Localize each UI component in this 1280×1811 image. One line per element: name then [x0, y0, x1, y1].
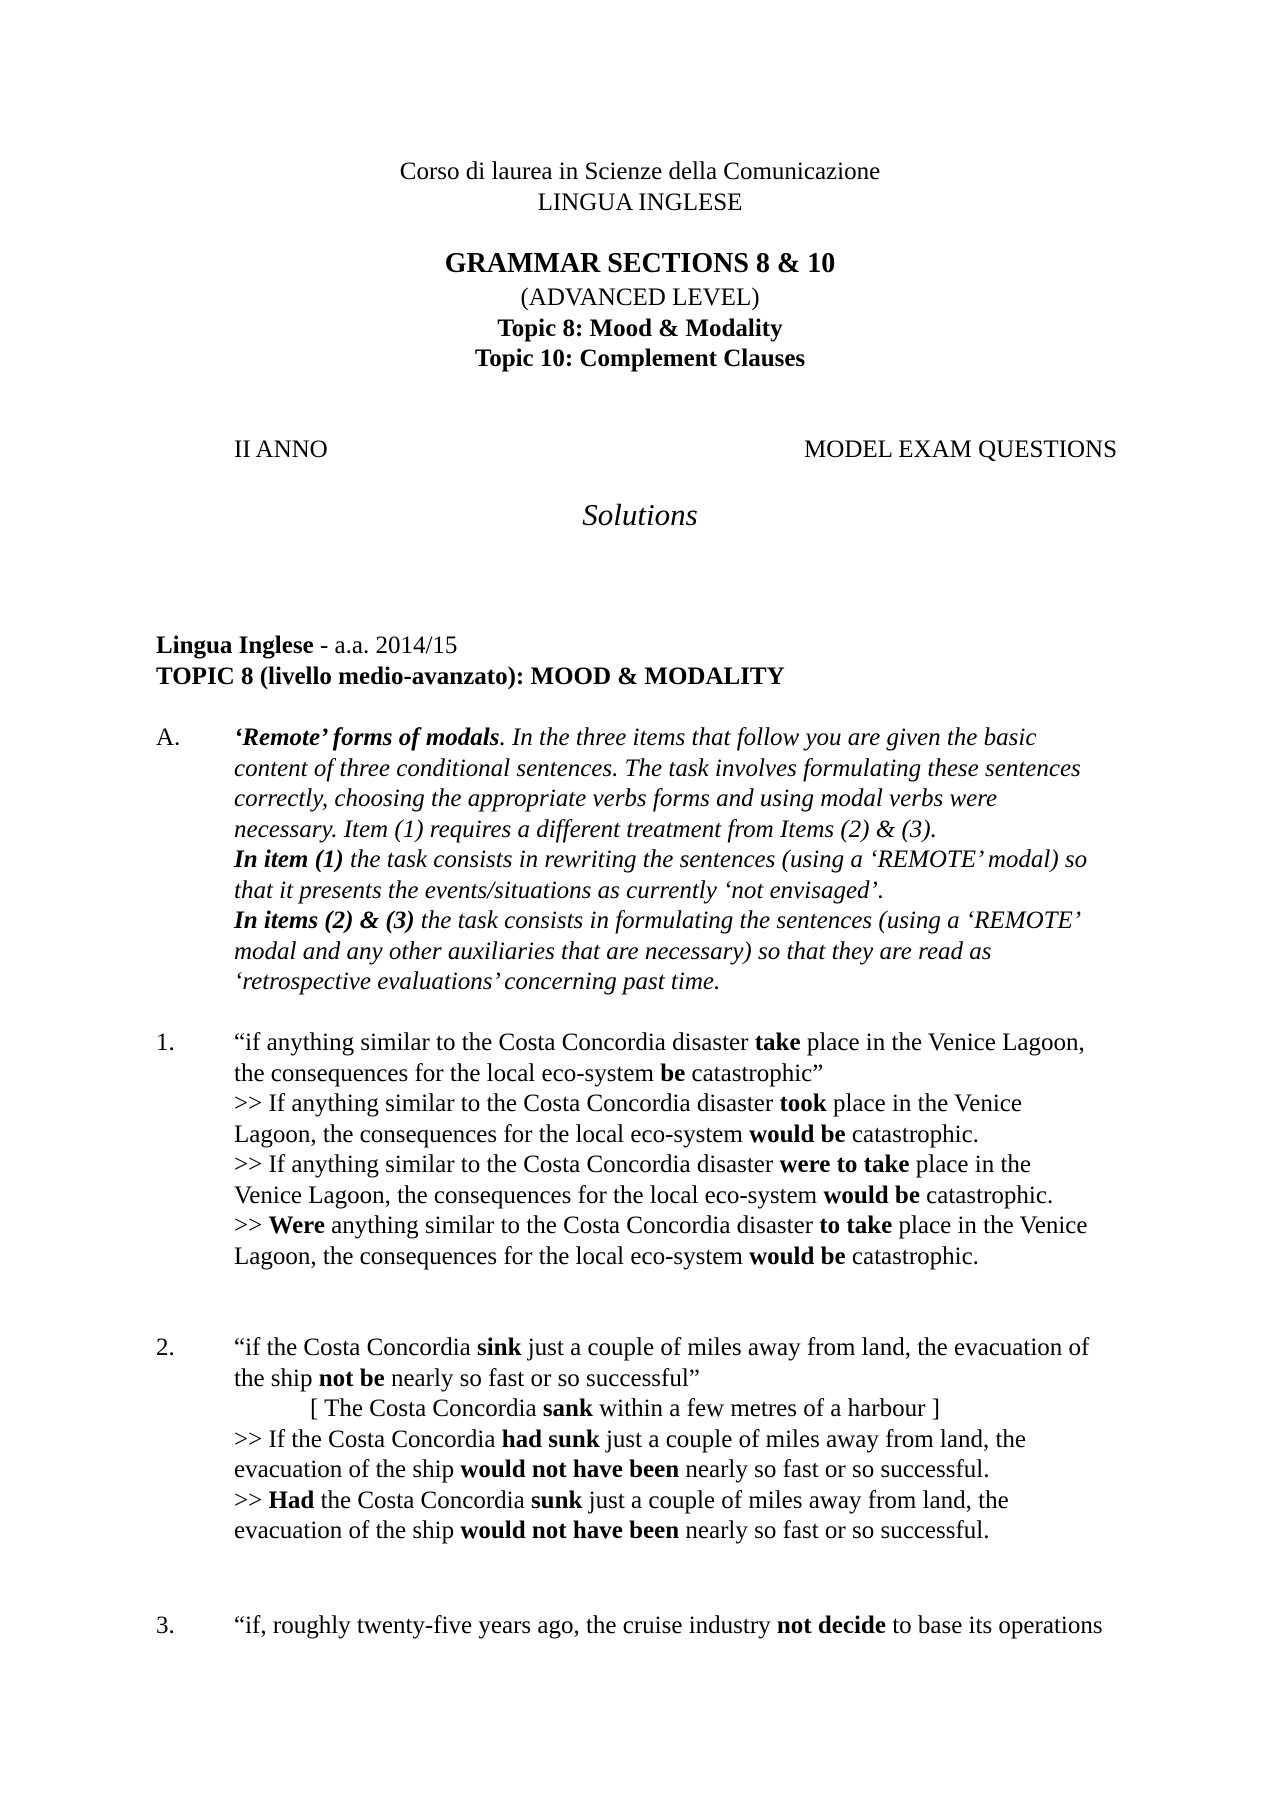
document-header: [0, 157, 1280, 218]
item-2: [234, 1333, 1130, 1547]
item-3-number: 3.: [156, 1612, 175, 1639]
item-1-question: the consequences for the local eco-system be catastrophic”: [234, 1059, 824, 1087]
item-1-answer: Venice Lagoon, the consequences for the local eco-system would be catastrophic.: [234, 1181, 1054, 1209]
item-2-answer: >> Had the Costa Concordia sunk just a couple of miles away from land, the: [234, 1486, 1009, 1514]
item-1-number: 1.: [156, 1029, 175, 1056]
instruction-emphasis: ‘Remote’ forms of modals: [234, 724, 500, 751]
item-3: [234, 1611, 1130, 1642]
solutions-heading: Solutions: [582, 497, 698, 532]
item-1-answer: >> If anything similar to the Costa Concordia disaster took place in the Venice: [234, 1090, 1022, 1117]
item-2-answer: >> If the Costa Concordia had sunk just a couple of miles away from land, the: [234, 1425, 1027, 1453]
level-label: (ADVANCED LEVEL): [520, 284, 760, 311]
item-1-question: “if anything similar to the Costa Concordia disaster take place in the Venice Lagoon,: [234, 1029, 1085, 1056]
instruction-text: necessary. Item (1) requires a different treatment from Items (2) & (3).: [234, 815, 937, 843]
page-title: GRAMMAR SECTIONS 8 & 10: [444, 248, 836, 279]
exam-label: MODEL EXAM QUESTIONS: [804, 436, 1117, 463]
item-3-question: “if, roughly twenty-five years ago, the cruise industry not decide to base its operations: [234, 1612, 1103, 1639]
instruction-text: the task consists in rewriting the sentences (using a ‘REMOTE’ modal) so: [343, 846, 1088, 873]
item-1-answer: >> If anything similar to the Costa Concordia disaster were to take place in the: [234, 1151, 1031, 1178]
topic8-label: Topic 8: Mood & Modality: [497, 314, 783, 342]
part-a-label: A.: [156, 724, 181, 751]
item-2-question: “if the Costa Concordia sink just a couple of miles away from land, the evacuation of: [234, 1334, 1090, 1361]
title-block: [0, 249, 1280, 280]
topic-heading: TOPIC 8 (livello medio-avanzato): MOOD & MODALITY: [156, 662, 785, 690]
instruction-text: that it presents the events/situations as currently ‘not envisaged’.: [234, 876, 885, 904]
item-1-answer: Lagoon, the consequences for the local eco-system would be catastrophic.: [234, 1120, 979, 1148]
subtitle-block: [0, 283, 1280, 375]
part-a-instructions: [234, 723, 1130, 998]
instruction-text: correctly, choosing the appropriate verbs forms and using modal verbs were: [234, 785, 998, 812]
item-2-answer: evacuation of the ship would not have been nearly so fast or so successful.: [234, 1517, 990, 1544]
section-heading: [156, 631, 785, 692]
year-label: II ANNO: [234, 436, 328, 463]
item-1-answer: >> Were anything similar to the Costa Concordia disaster to take place in the Venice: [234, 1212, 1088, 1239]
instruction-text: ‘retrospective evaluations’ concerning past time.: [234, 968, 721, 995]
item-2-number: 2.: [156, 1334, 175, 1361]
instruction-emphasis: In item (1): [234, 846, 344, 873]
item-1-answer: Lagoon, the consequences for the local eco-system would be catastrophic.: [234, 1242, 979, 1270]
subject-name: LINGUA INGLESE: [537, 188, 743, 216]
instruction-text: content of three conditional sentences. The task involves formulating these sentences: [234, 754, 1081, 782]
instruction-text: . In the three items that follow you are given the basic: [499, 724, 1037, 751]
instruction-text: the task consists in formulating the sentences (using a ‘REMOTE’: [414, 907, 1082, 934]
item-2-note: [ The Costa Concordia sank within a few metres of a harbour ]: [310, 1395, 940, 1422]
academic-year: - a.a. 2014/15: [313, 632, 458, 659]
course-name: Corso di laurea in Scienze della Comunicazione: [399, 158, 881, 185]
course-label: Lingua Inglese: [156, 632, 314, 659]
instruction-emphasis: In items (2) & (3): [234, 907, 415, 934]
instruction-text: modal and any other auxiliaries that are necessary) so that they are read as: [234, 937, 992, 965]
item-2-question: the ship not be nearly so fast or so successful”: [234, 1364, 700, 1392]
item-1: [234, 1028, 1130, 1272]
topic10-label: Topic 10: Complement Clauses: [474, 345, 806, 372]
item-2-answer: evacuation of the ship would not have been nearly so fast or so successful.: [234, 1456, 990, 1483]
